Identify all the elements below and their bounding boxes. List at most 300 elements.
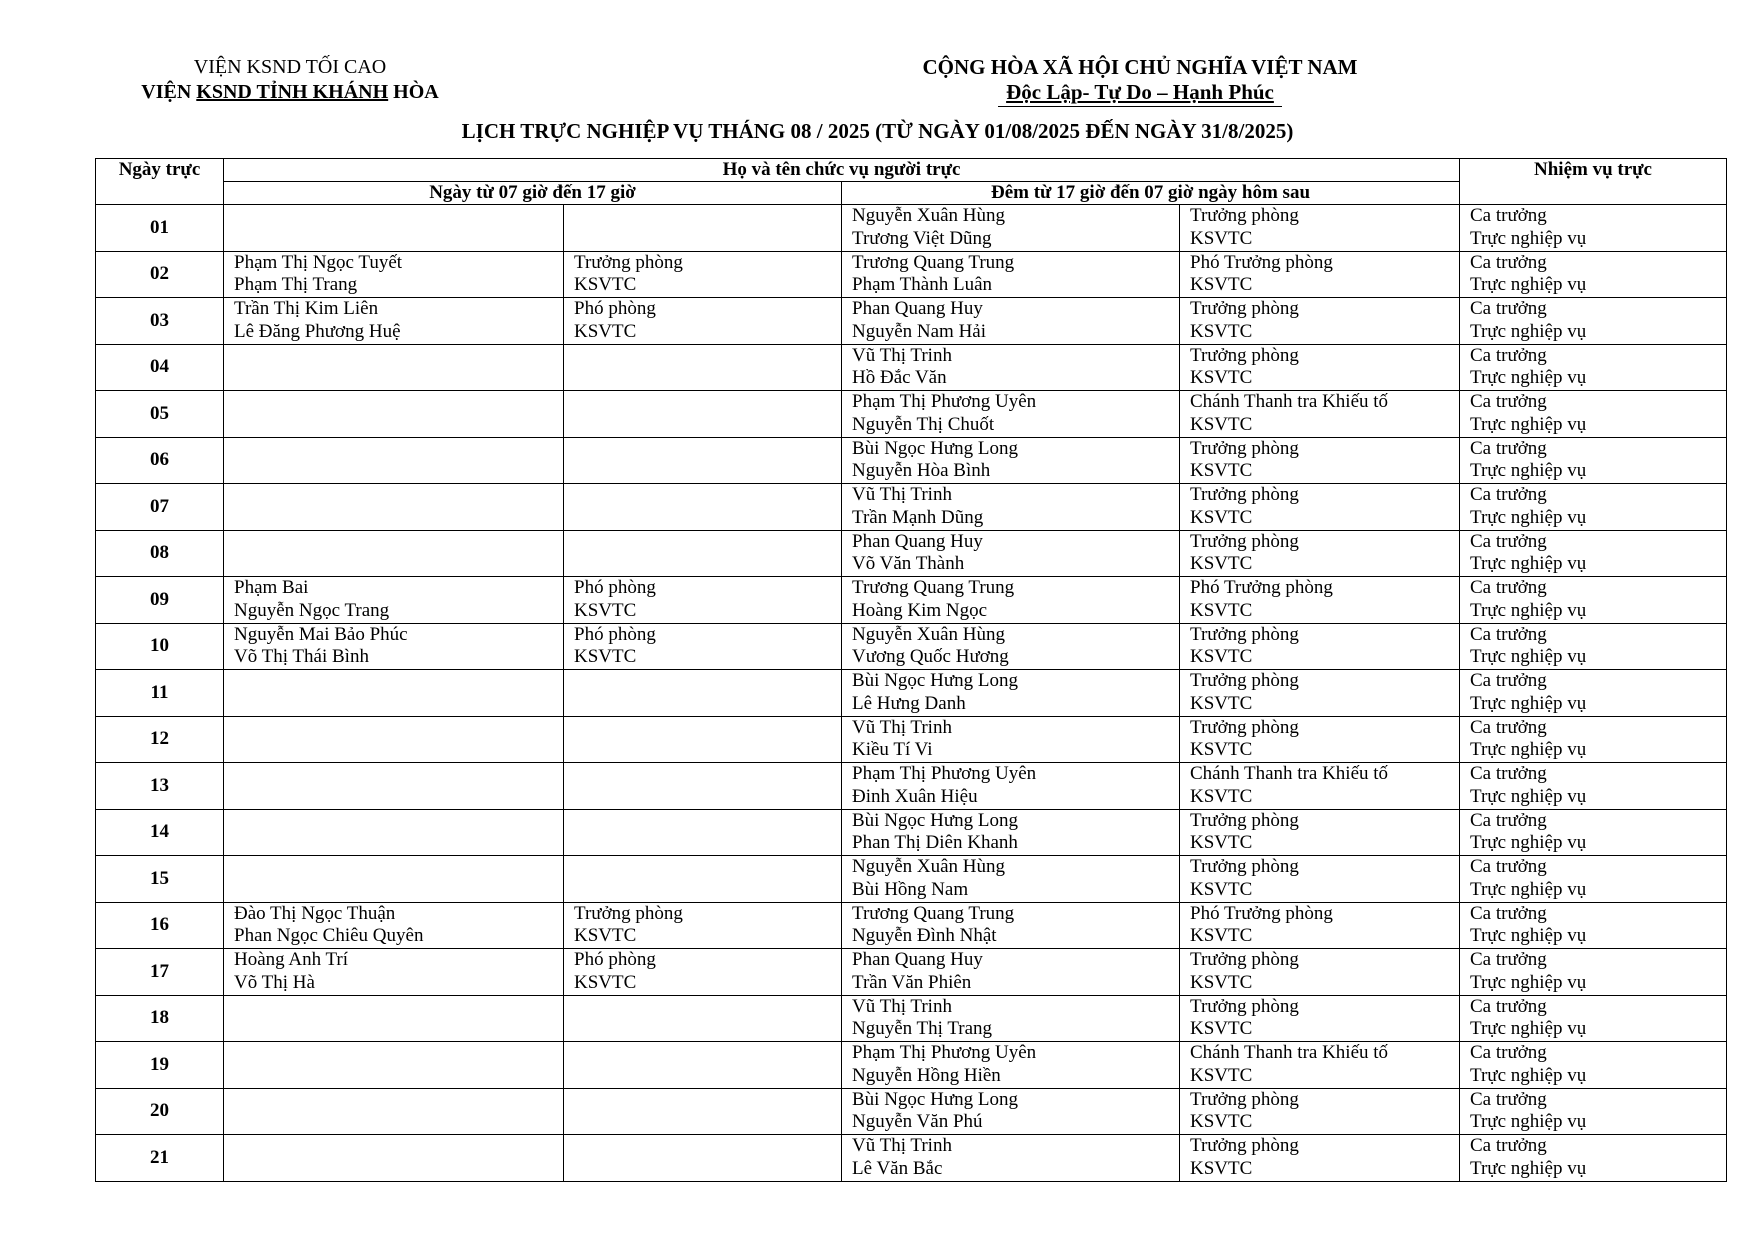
day-number: 10: [96, 623, 224, 670]
night-shift-names-line: Trần Mạnh Dũng: [852, 506, 984, 528]
day-shift-names-line: [224, 460, 563, 483]
night-shift-names-line: Nguyễn Xuân Hùng: [852, 205, 1006, 226]
header-day: Ngày trực: [96, 159, 224, 205]
day-number: 12: [96, 716, 224, 763]
header-people: Họ và tên chức vụ người trực: [224, 159, 1460, 182]
day-number: 21: [96, 1135, 224, 1182]
duty-tasks: [1460, 716, 1727, 763]
duty-tasks-line: Trực nghiệp vụ: [1470, 785, 1587, 807]
org-name-prefix: VIỆN: [141, 81, 197, 103]
day-shift-names: [224, 716, 564, 763]
duty-tasks: [1460, 1135, 1727, 1182]
night-shift-names-line: Phạm Thị Phương Uyên: [852, 763, 1037, 784]
duty-tasks: [1460, 763, 1727, 810]
night-shift-roles-line: Trưởng phòng: [1190, 530, 1299, 552]
day-shift-names-line: [224, 1018, 563, 1041]
duty-tasks-line: Ca trưởng: [1470, 716, 1547, 738]
duty-tasks-line: Trực nghiệp vụ: [1470, 1018, 1587, 1039]
duty-schedule-table: [95, 158, 1727, 1182]
day-shift-names-line: [224, 856, 563, 879]
night-shift-names-line: Lê Hưng Danh: [852, 692, 966, 714]
night-shift-names-line: Trương Quang Trung: [852, 902, 1015, 924]
night-shift-names-line: Vũ Thị Trinh: [852, 344, 952, 366]
day-shift-names: [224, 949, 564, 996]
day-shift-names-line: [224, 996, 563, 1019]
duty-tasks: [1460, 437, 1727, 484]
table-row: [96, 391, 1727, 438]
night-shift-names: [842, 949, 1180, 996]
night-shift-roles-line: KSVTC: [1190, 506, 1253, 528]
day-number: 15: [96, 856, 224, 903]
day-shift-names-line: Hoàng Anh Trí: [234, 949, 349, 970]
night-shift-names: [842, 995, 1180, 1042]
day-number: 06: [96, 437, 224, 484]
day-shift-roles-line: [564, 856, 841, 879]
day-shift-roles: [564, 995, 842, 1042]
night-shift-roles-line: Trưởng phòng: [1190, 1088, 1299, 1110]
day-shift-names-line: [224, 1158, 563, 1181]
day-shift-names-line: [224, 438, 563, 461]
night-shift-names-line: Vũ Thị Trinh: [852, 995, 952, 1017]
night-shift-names: [842, 205, 1180, 252]
night-shift-roles: [1180, 1088, 1460, 1135]
night-shift-names: [842, 1135, 1180, 1182]
day-shift-names-line: Phan Ngọc Chiêu Quyên: [234, 925, 424, 946]
night-shift-roles-line: KSVTC: [1190, 367, 1253, 388]
night-shift-names-line: Bùi Ngọc Hưng Long: [852, 437, 1018, 459]
duty-tasks-line: Ca trưởng: [1470, 484, 1547, 505]
night-shift-names-line: Phan Quang Huy: [852, 298, 983, 319]
night-shift-names: [842, 437, 1180, 484]
day-shift-roles: [564, 577, 842, 624]
day-shift-names-line: [224, 763, 563, 786]
night-shift-roles: [1180, 577, 1460, 624]
day-shift-roles-line: [564, 832, 841, 855]
table-row: [96, 809, 1727, 856]
day-shift-names: [224, 902, 564, 949]
day-shift-roles: [564, 437, 842, 484]
night-shift-roles-line: Trưởng phòng: [1190, 949, 1299, 970]
duty-tasks-line: Ca trưởng: [1470, 1088, 1547, 1110]
day-shift-roles-line: [564, 1089, 841, 1112]
day-shift-names-line: Phạm Thị Trang: [234, 274, 358, 295]
day-number: 16: [96, 902, 224, 949]
night-shift-roles-line: Chánh Thanh tra Khiếu tố: [1190, 1042, 1389, 1063]
day-shift-roles-line: [564, 367, 841, 390]
duty-tasks: [1460, 623, 1727, 670]
duty-tasks-line: Ca trưởng: [1470, 577, 1547, 598]
night-shift-names-line: Nguyễn Xuân Hùng: [852, 623, 1006, 645]
duty-tasks-line: Ca trưởng: [1470, 437, 1547, 459]
day-shift-roles-line: KSVTC: [574, 646, 637, 667]
night-shift-names: [842, 856, 1180, 903]
night-shift-names-line: Trần Văn Phiên: [852, 971, 972, 993]
day-shift-names-line: [224, 484, 563, 507]
duty-tasks: [1460, 902, 1727, 949]
day-shift-roles-line: [564, 460, 841, 483]
duty-tasks-line: Trực nghiệp vụ: [1470, 227, 1587, 249]
day-shift-roles: [564, 1135, 842, 1182]
day-shift-names-line: [224, 414, 563, 437]
day-shift-names-line: [224, 507, 563, 530]
night-shift-roles: [1180, 949, 1460, 996]
org-name: [120, 80, 460, 105]
night-shift-roles-line: KSVTC: [1190, 460, 1253, 481]
night-shift-names-line: Đinh Xuân Hiệu: [852, 785, 978, 807]
table-row: [96, 437, 1727, 484]
night-shift-names-line: Nguyễn Hồng Hiền: [852, 1064, 1001, 1086]
duty-tasks: [1460, 391, 1727, 438]
day-shift-names-line: Phạm Bai: [234, 577, 309, 598]
day-shift-roles-line: [564, 717, 841, 740]
night-shift-names-line: Nguyễn Thị Trang: [852, 1018, 993, 1039]
day-shift-roles-line: KSVTC: [574, 599, 637, 621]
night-shift-roles-line: KSVTC: [1190, 925, 1253, 946]
night-shift-roles-line: Phó Trưởng phòng: [1190, 577, 1333, 598]
day-shift-roles-line: [564, 438, 841, 461]
night-shift-names: [842, 902, 1180, 949]
duty-tasks-line: Ca trưởng: [1470, 530, 1547, 552]
duty-tasks-line: Trực nghiệp vụ: [1470, 460, 1587, 481]
day-shift-roles: [564, 484, 842, 531]
night-shift-roles-line: Trưởng phòng: [1190, 856, 1299, 877]
country-name: CỘNG HÒA XÃ HỘI CHỦ NGHĨA VIỆT NAM: [922, 55, 1358, 79]
duty-tasks-line: Trực nghiệp vụ: [1470, 739, 1587, 760]
day-shift-roles: [564, 298, 842, 345]
day-shift-roles: [564, 856, 842, 903]
day-shift-roles: [564, 251, 842, 298]
duty-tasks-line: Trực nghiệp vụ: [1470, 506, 1587, 528]
day-shift-names: [224, 484, 564, 531]
duty-tasks-line: Ca trưởng: [1470, 670, 1547, 691]
day-shift-names-line: [224, 693, 563, 716]
night-shift-names-line: Phan Thị Diên Khanh: [852, 832, 1018, 853]
day-shift-names-line: [224, 1065, 563, 1088]
day-shift-roles-line: Phó phòng: [574, 623, 656, 645]
duty-tasks-line: Ca trưởng: [1470, 1135, 1547, 1156]
day-number: 09: [96, 577, 224, 624]
night-shift-names: [842, 623, 1180, 670]
night-shift-names-line: Lê Văn Bắc: [852, 1157, 943, 1179]
duty-tasks-line: Trực nghiệp vụ: [1470, 971, 1587, 993]
day-shift-roles: [564, 530, 842, 577]
night-shift-names-line: Phạm Thành Luân: [852, 274, 993, 295]
day-shift-names-line: [224, 228, 563, 251]
night-shift-roles-line: KSVTC: [1190, 785, 1253, 807]
night-shift-roles: [1180, 298, 1460, 345]
day-shift-names-line: [224, 810, 563, 833]
table-row: [96, 577, 1727, 624]
day-shift-names-line: Nguyễn Ngọc Trang: [234, 599, 390, 621]
schedule-body: [96, 205, 1727, 1182]
night-shift-roles-line: KSVTC: [1190, 413, 1253, 435]
night-shift-names: [842, 1042, 1180, 1089]
day-shift-roles-line: [564, 391, 841, 414]
day-shift-roles-line: KSVTC: [574, 971, 637, 993]
night-shift-roles-line: Chánh Thanh tra Khiếu tố: [1190, 391, 1389, 412]
day-shift-roles-line: [564, 763, 841, 786]
day-number: 18: [96, 995, 224, 1042]
day-shift-names-line: Lê Đăng Phương Huệ: [234, 320, 401, 342]
duty-tasks: [1460, 949, 1727, 996]
night-shift-roles-line: KSVTC: [1190, 227, 1253, 249]
day-shift-roles: [564, 716, 842, 763]
header-duty: Nhiệm vụ trực: [1460, 159, 1727, 205]
day-shift-roles-line: Phó phòng: [574, 949, 656, 970]
duty-tasks-line: Ca trưởng: [1470, 391, 1547, 412]
night-shift-names: [842, 670, 1180, 717]
day-shift-names: [224, 298, 564, 345]
night-shift-names: [842, 763, 1180, 810]
day-shift-names: [224, 995, 564, 1042]
night-shift-names-line: Võ Văn Thành: [852, 553, 965, 574]
night-shift-names-line: Trương Việt Dũng: [852, 227, 992, 249]
day-number: 04: [96, 344, 224, 391]
night-shift-names-line: Hồ Đắc Văn: [852, 367, 947, 388]
table-row: [96, 530, 1727, 577]
duty-tasks: [1460, 856, 1727, 903]
day-number: 02: [96, 251, 224, 298]
night-shift-roles-line: Trưởng phòng: [1190, 670, 1299, 691]
header-daytime-shift: Ngày từ 07 giờ đến 17 giờ: [224, 182, 842, 205]
day-shift-roles-line: Trưởng phòng: [574, 251, 683, 273]
day-shift-roles-line: [564, 1158, 841, 1181]
day-shift-names: [224, 670, 564, 717]
night-shift-names: [842, 344, 1180, 391]
night-shift-roles: [1180, 251, 1460, 298]
table-row: [96, 995, 1727, 1042]
duty-tasks-line: Ca trưởng: [1470, 902, 1547, 924]
night-shift-roles: [1180, 1135, 1460, 1182]
day-shift-roles-line: [564, 996, 841, 1019]
day-shift-roles-line: [564, 228, 841, 251]
night-shift-names: [842, 298, 1180, 345]
night-shift-names-line: Nguyễn Nam Hải: [852, 320, 987, 342]
night-shift-roles: [1180, 995, 1460, 1042]
night-shift-roles-line: Trưởng phòng: [1190, 623, 1299, 645]
day-shift-roles-line: [564, 414, 841, 437]
day-number: 11: [96, 670, 224, 717]
day-shift-roles-line: KSVTC: [574, 320, 637, 342]
day-number: 14: [96, 809, 224, 856]
day-number: 17: [96, 949, 224, 996]
night-shift-names: [842, 251, 1180, 298]
night-shift-names-line: Nguyễn Đình Nhật: [852, 925, 997, 946]
night-shift-names-line: Nguyễn Hòa Bình: [852, 460, 991, 481]
day-shift-roles-line: [564, 345, 841, 368]
night-shift-roles-line: KSVTC: [1190, 1018, 1253, 1039]
night-shift-roles-line: KSVTC: [1190, 320, 1253, 342]
night-shift-names-line: Trương Quang Trung: [852, 251, 1015, 273]
day-shift-names-line: [224, 553, 563, 576]
night-shift-roles: [1180, 1042, 1460, 1089]
day-shift-roles-line: [564, 879, 841, 902]
duty-tasks-line: Ca trưởng: [1470, 809, 1547, 831]
night-shift-names-line: Vương Quốc Hương: [852, 646, 1009, 667]
duty-tasks-line: Trực nghiệp vụ: [1470, 367, 1587, 388]
day-shift-names: [224, 1088, 564, 1135]
duty-tasks-line: Trực nghiệp vụ: [1470, 925, 1587, 946]
duty-tasks: [1460, 205, 1727, 252]
night-shift-names-line: Phan Quang Huy: [852, 530, 983, 552]
day-number: 19: [96, 1042, 224, 1089]
night-shift-roles-line: KSVTC: [1190, 1157, 1253, 1179]
day-shift-roles: [564, 623, 842, 670]
day-shift-names-line: [224, 879, 563, 902]
table-row: [96, 251, 1727, 298]
day-shift-names-line: [224, 1135, 563, 1158]
day-shift-roles: [564, 205, 842, 252]
night-shift-roles: [1180, 902, 1460, 949]
day-shift-names-line: Đào Thị Ngọc Thuận: [234, 902, 396, 924]
table-row: [96, 949, 1727, 996]
duty-tasks: [1460, 1088, 1727, 1135]
night-shift-roles-line: Trưởng phòng: [1190, 344, 1299, 366]
duty-tasks-line: Ca trưởng: [1470, 1042, 1547, 1063]
day-shift-roles: [564, 670, 842, 717]
header-organization: [120, 55, 460, 105]
night-shift-roles-line: KSVTC: [1190, 646, 1253, 667]
night-shift-roles-line: Phó Trưởng phòng: [1190, 902, 1333, 924]
day-shift-roles: [564, 809, 842, 856]
day-shift-names-line: Phạm Thị Ngọc Tuyết: [234, 251, 403, 273]
day-shift-roles-line: KSVTC: [574, 274, 637, 295]
duty-tasks-line: Trực nghiệp vụ: [1470, 413, 1587, 435]
night-shift-roles-line: Trưởng phòng: [1190, 298, 1299, 319]
night-shift-roles-line: KSVTC: [1190, 1111, 1253, 1132]
table-row: [96, 298, 1727, 345]
day-shift-names: [224, 577, 564, 624]
night-shift-names-line: Vũ Thị Trinh: [852, 484, 952, 505]
table-row: [96, 205, 1727, 252]
night-shift-roles: [1180, 670, 1460, 717]
table-row: [96, 716, 1727, 763]
night-shift-names-line: Nguyễn Thị Chuốt: [852, 413, 995, 435]
night-shift-names-line: Trương Quang Trung: [852, 577, 1015, 598]
day-shift-names-line: [224, 786, 563, 809]
night-shift-roles: [1180, 530, 1460, 577]
day-shift-names-line: Võ Thị Thái Bình: [234, 646, 369, 667]
night-shift-roles-line: KSVTC: [1190, 971, 1253, 993]
night-shift-roles-line: KSVTC: [1190, 1064, 1253, 1086]
night-shift-roles: [1180, 391, 1460, 438]
duty-tasks-line: Trực nghiệp vụ: [1470, 1064, 1587, 1086]
duty-tasks-line: Trực nghiệp vụ: [1470, 832, 1587, 853]
day-shift-names-line: [224, 205, 563, 228]
day-number: 03: [96, 298, 224, 345]
duty-tasks-line: Ca trưởng: [1470, 344, 1547, 366]
night-shift-roles-line: Trưởng phòng: [1190, 809, 1299, 831]
day-shift-names-line: [224, 1111, 563, 1134]
day-number: 05: [96, 391, 224, 438]
header-national: [870, 55, 1410, 107]
duty-tasks-line: Trực nghiệp vụ: [1470, 599, 1587, 621]
night-shift-names-line: Bùi Ngọc Hưng Long: [852, 1088, 1018, 1110]
table-row: [96, 1088, 1727, 1135]
day-shift-names-line: [224, 391, 563, 414]
day-shift-names-line: [224, 1089, 563, 1112]
day-shift-names: [224, 437, 564, 484]
header-night-shift: Đêm từ 17 giờ đến 07 giờ ngày hôm sau: [842, 182, 1460, 205]
night-shift-names: [842, 484, 1180, 531]
duty-tasks-line: Trực nghiệp vụ: [1470, 320, 1587, 342]
night-shift-roles: [1180, 344, 1460, 391]
duty-tasks: [1460, 251, 1727, 298]
table-row: [96, 344, 1727, 391]
day-shift-roles-line: [564, 670, 841, 693]
day-shift-names-line: [224, 832, 563, 855]
duty-tasks: [1460, 809, 1727, 856]
day-number: 13: [96, 763, 224, 810]
day-shift-names-line: Nguyễn Mai Bảo Phúc: [234, 623, 408, 645]
night-shift-roles-line: KSVTC: [1190, 832, 1253, 853]
duty-tasks-line: Ca trưởng: [1470, 205, 1547, 226]
day-number: 20: [96, 1088, 224, 1135]
night-shift-roles-line: Trưởng phòng: [1190, 1135, 1299, 1156]
duty-tasks-line: Ca trưởng: [1470, 251, 1547, 273]
table-row: [96, 670, 1727, 717]
day-shift-roles-line: [564, 553, 841, 576]
day-shift-roles-line: [564, 484, 841, 507]
night-shift-names-line: Phan Quang Huy: [852, 949, 983, 970]
night-shift-names-line: Phạm Thị Phương Uyên: [852, 391, 1037, 412]
day-number: 07: [96, 484, 224, 531]
duty-tasks: [1460, 530, 1727, 577]
day-shift-roles: [564, 391, 842, 438]
day-shift-names: [224, 856, 564, 903]
day-shift-names-line: [224, 367, 563, 390]
day-shift-names-line: [224, 531, 563, 554]
night-shift-names-line: Vũ Thị Trinh: [852, 1135, 952, 1156]
day-shift-roles-line: [564, 1042, 841, 1065]
night-shift-roles: [1180, 623, 1460, 670]
day-shift-names: [224, 251, 564, 298]
duty-tasks-line: Ca trưởng: [1470, 763, 1547, 784]
day-shift-names: [224, 391, 564, 438]
day-shift-roles: [564, 902, 842, 949]
night-shift-names: [842, 577, 1180, 624]
org-name-suffix: HÒA: [388, 81, 439, 103]
duty-tasks-line: Ca trưởng: [1470, 298, 1547, 319]
table-row: [96, 1135, 1727, 1182]
duty-tasks-line: Trực nghiệp vụ: [1470, 692, 1587, 714]
night-shift-roles-line: Trưởng phòng: [1190, 484, 1299, 505]
day-shift-roles-line: [564, 1111, 841, 1134]
day-shift-roles-line: [564, 1065, 841, 1088]
duty-tasks-line: Trực nghiệp vụ: [1470, 1157, 1587, 1179]
day-shift-names: [224, 344, 564, 391]
day-shift-roles: [564, 949, 842, 996]
day-shift-names-line: [224, 739, 563, 762]
table-row: [96, 902, 1727, 949]
night-shift-roles-line: KSVTC: [1190, 692, 1253, 714]
day-shift-names: [224, 1042, 564, 1089]
duty-tasks: [1460, 577, 1727, 624]
day-shift-names: [224, 763, 564, 810]
duty-tasks-line: Ca trưởng: [1470, 949, 1547, 970]
day-shift-names-line: [224, 717, 563, 740]
night-shift-roles-line: KSVTC: [1190, 739, 1253, 760]
day-shift-roles: [564, 344, 842, 391]
day-shift-names: [224, 809, 564, 856]
night-shift-roles: [1180, 205, 1460, 252]
day-shift-names: [224, 530, 564, 577]
day-shift-names-line: Trần Thị Kim Liên: [234, 298, 379, 319]
day-shift-names-line: Võ Thị Hà: [234, 971, 315, 993]
night-shift-roles: [1180, 856, 1460, 903]
duty-tasks-line: Ca trưởng: [1470, 623, 1547, 645]
night-shift-roles-line: Trưởng phòng: [1190, 995, 1299, 1017]
